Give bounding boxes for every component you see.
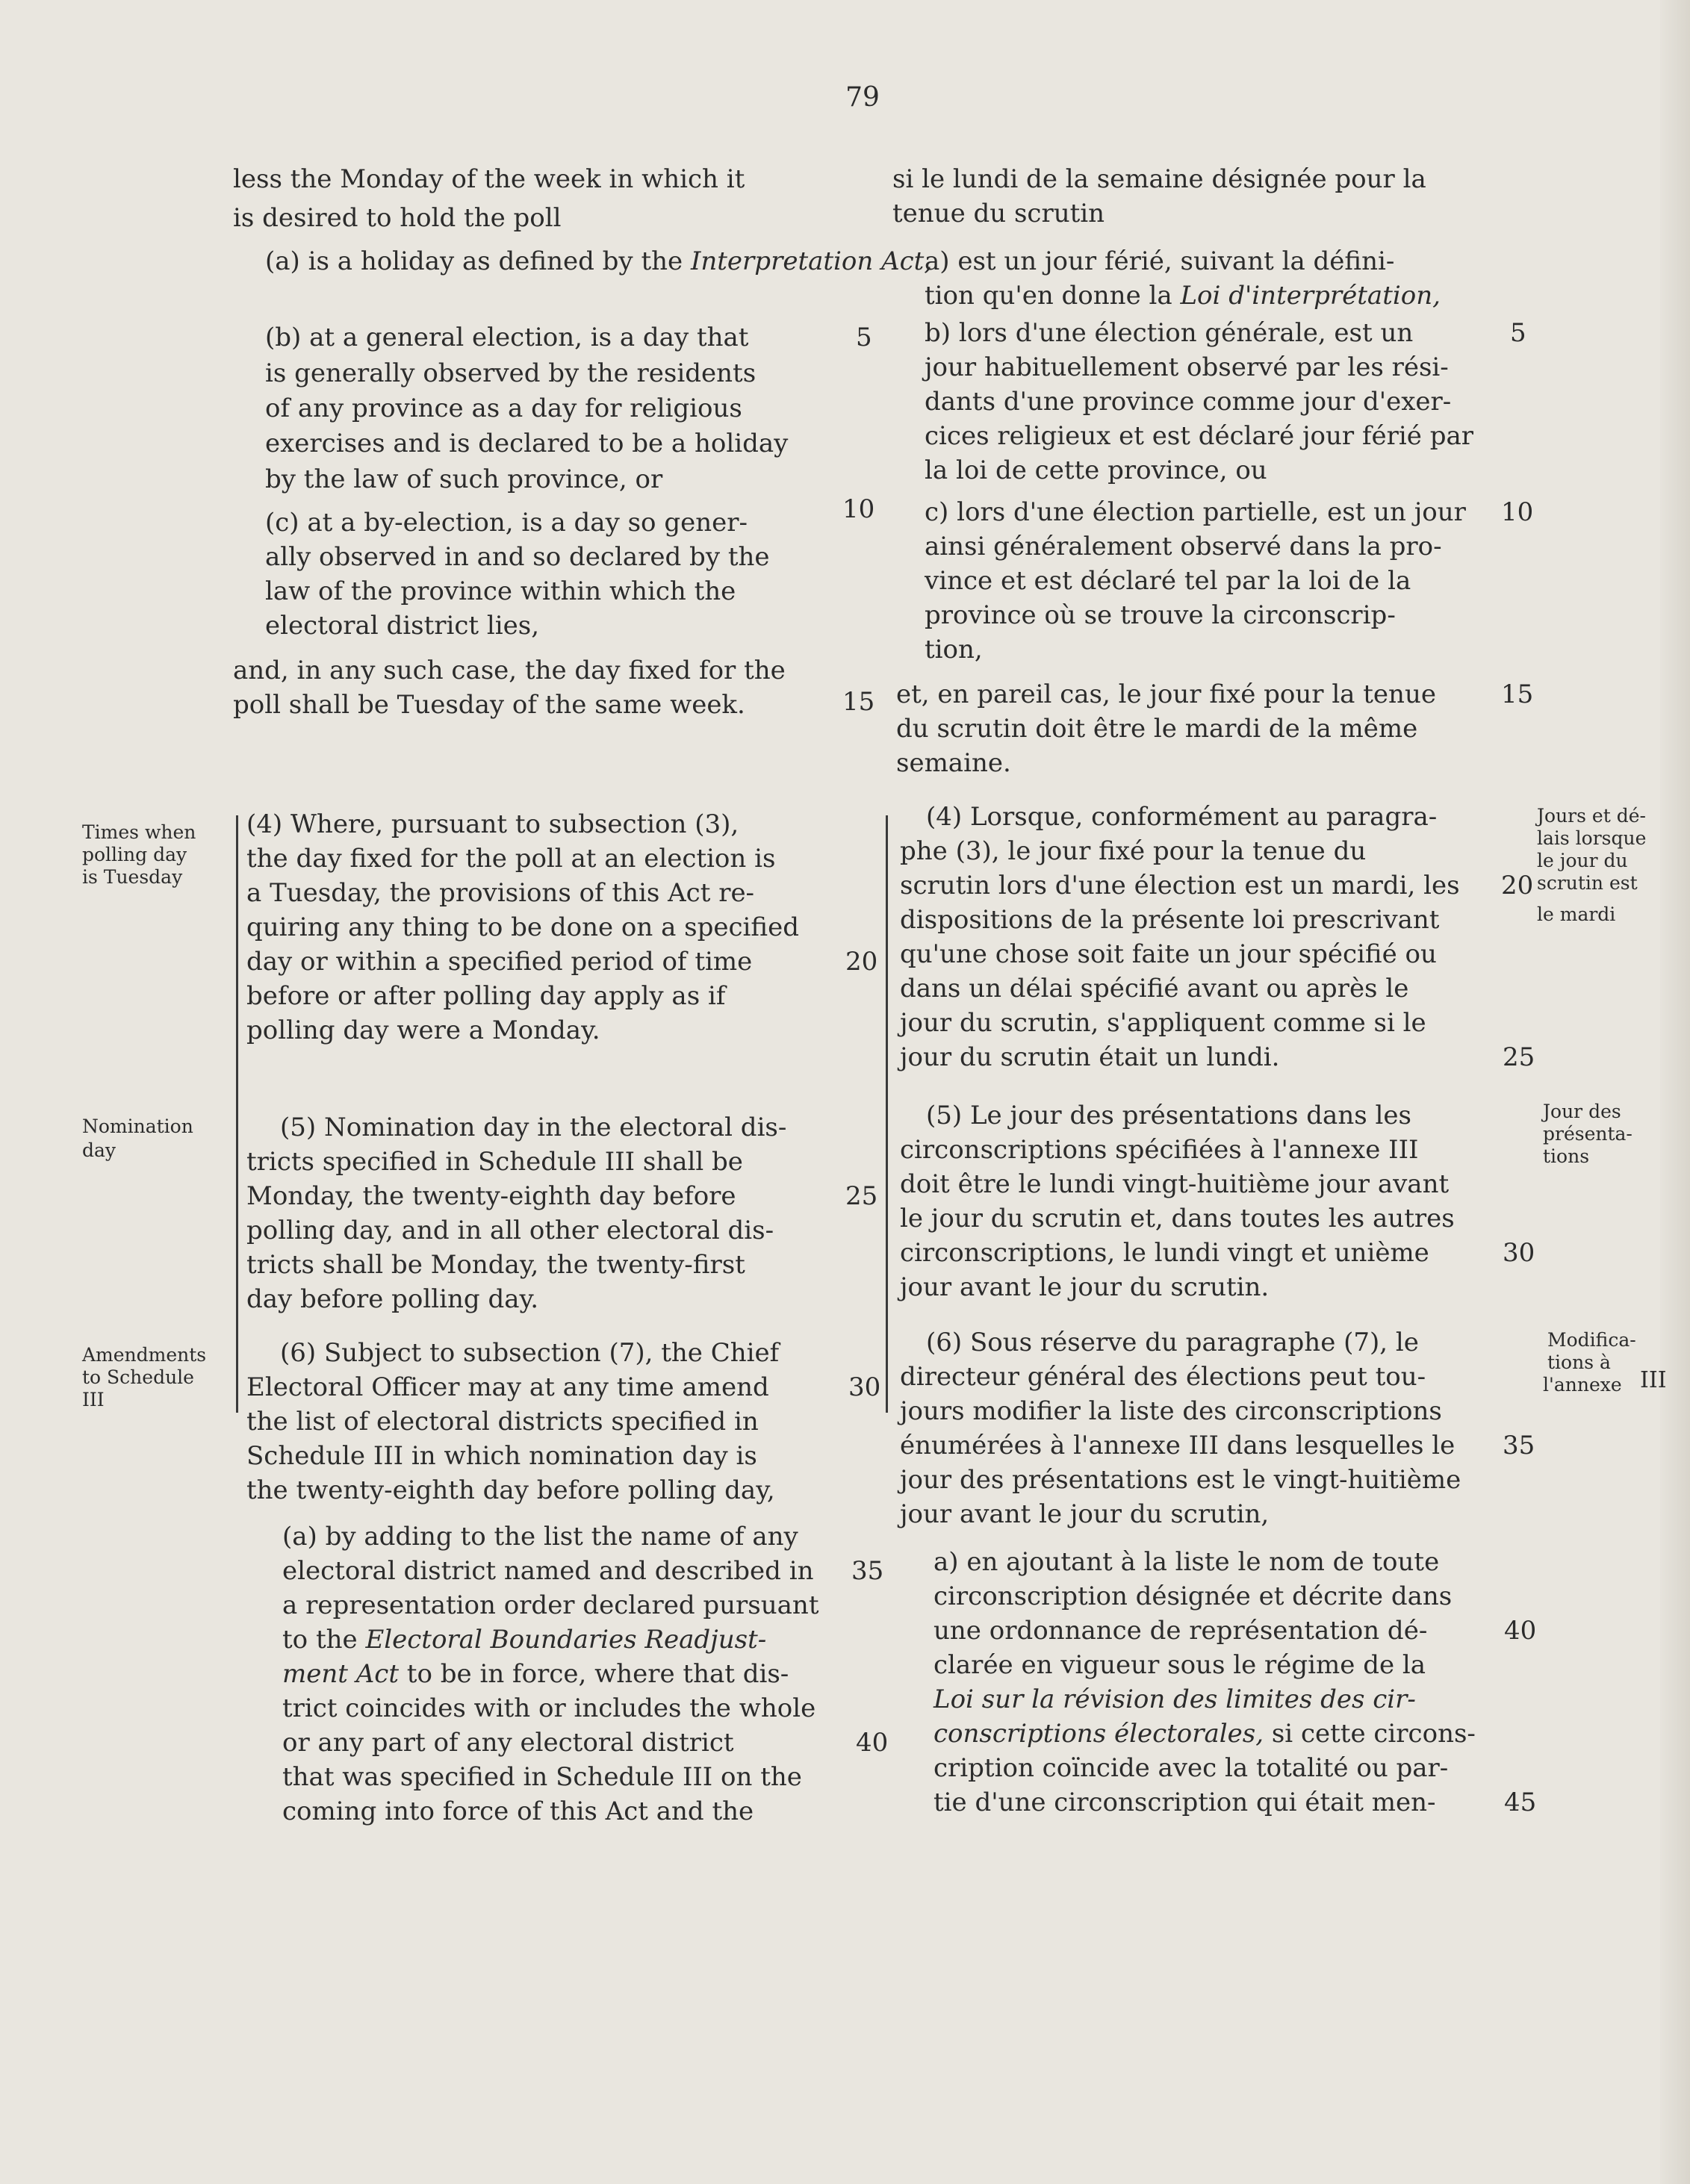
fr-line-number-35: 35 (1503, 1431, 1535, 1460)
en-closing-2: poll shall be Tuesday of the same week. (233, 690, 745, 720)
en-s5-3: Monday, the twenty-eighth day before (246, 1181, 736, 1211)
fr-s6-6: jour avant le jour du scrutin, (900, 1499, 1270, 1529)
en-s6a-1: (a) by adding to the list the name of any (282, 1522, 798, 1552)
fr-s6a-3: une ordonnance de représentation dé- (933, 1616, 1428, 1646)
fr-s6-2: directeur général des élections peut tou- (900, 1362, 1426, 1392)
fr-s6-1: (6) Sous réserve du paragraphe (7), le (926, 1328, 1419, 1357)
en-s5-2: tricts specified in Schedule III shall be (246, 1147, 743, 1177)
en-s6-4: Schedule III in which nomination day is (246, 1441, 757, 1471)
en-s6a-5: ment Act to be in force, where that dis- (282, 1659, 789, 1689)
fr-line-number-5: 5 (1510, 318, 1526, 348)
fr-s6a-4: clarée en vigueur sous le régime de la (933, 1650, 1426, 1680)
fr-para-c-1: c) lors d'une élection partielle, est un jour (925, 497, 1466, 527)
en-para-b-3: of any province as a day for religious (265, 393, 742, 423)
fr-line-number-25: 25 (1503, 1042, 1535, 1072)
fr-s6-5: jour des présentations est le vingt-huitième (900, 1465, 1461, 1495)
en-s5-4: polling day, and in all other electoral dis- (246, 1216, 774, 1245)
fr-closing-2: du scrutin doit être le mardi de la même (896, 714, 1418, 744)
fr-line-number-15: 15 (1501, 679, 1534, 709)
en-s6a-4: to the Electoral Boundaries Readjust- (282, 1625, 767, 1655)
fr-s4-6: dans un délai spécifié avant ou après le (900, 974, 1409, 1004)
en-line-number-35: 35 (851, 1556, 884, 1586)
en-intro-2: is desired to hold the poll (233, 203, 562, 233)
en-s4-4: quiring any thing to be done on a specified (246, 912, 799, 942)
fr-closing-3: semaine. (896, 748, 1011, 778)
fr-para-b-4: cices religieux et est déclaré jour férié par (925, 421, 1474, 451)
en-s6-5: the twenty-eighth day before polling day, (246, 1475, 775, 1505)
fr-line-number-20: 20 (1501, 871, 1534, 900)
fr-para-c-4: province où se trouve la circonscrip- (925, 600, 1396, 630)
en-para-b-2: is generally observed by the residents (265, 358, 757, 388)
fr-para-c-5: tion, (925, 635, 983, 665)
fr-s6a-8: tie d'une circonscription qui était men- (933, 1788, 1436, 1817)
fr-s5-6: jour avant le jour du scrutin. (900, 1272, 1270, 1302)
en-line-number-25: 25 (845, 1181, 878, 1211)
fr-s5-2: circonscriptions spécifiées à l'annexe III (900, 1135, 1419, 1165)
fr-s6a-5: Loi sur la révision des limites des cir- (933, 1684, 1416, 1714)
en-s6a-6: trict coincides with or includes the whole (282, 1693, 816, 1723)
right-margin-rule (886, 815, 888, 1413)
en-para-a-1: (a) is a holiday as defined by the Interpretation Act, (265, 246, 933, 276)
en-s6-2: Electoral Officer may at any time amend (246, 1372, 769, 1402)
en-para-c-2: ally observed in and so declared by the (265, 542, 770, 572)
fr-s6a-2: circonscription désignée et décrite dans (933, 1581, 1453, 1611)
fr-s4-8: jour du scrutin était un lundi. (900, 1042, 1280, 1072)
fr-para-a-2: tion qu'en donne la Loi d'interprétation, (925, 281, 1441, 311)
en-s6-1: (6) Subject to subsection (7), the Chief (280, 1338, 780, 1368)
en-s4-1: (4) Where, pursuant to subsection (3), (246, 809, 739, 839)
en-s5-5: tricts shall be Monday, the twenty-first (246, 1250, 745, 1280)
fr-closing-1: et, en pareil cas, le jour fixé pour la tenue (896, 679, 1436, 709)
fr-s4-3: scrutin lors d'une élection est un mardi, les (900, 871, 1460, 900)
fr-s6-4: énumérées à l'annexe III dans lesquelles le (900, 1431, 1456, 1460)
fr-s4-5: qu'une chose soit faite un jour spécifié ou (900, 939, 1437, 969)
en-para-b-4: exercises and is declared to be a holiday (265, 429, 789, 458)
fr-para-b-5: la loi de cette province, ou (925, 455, 1267, 485)
fr-s5-1: (5) Le jour des présentations dans les (926, 1101, 1411, 1130)
en-line-number-20: 20 (845, 947, 878, 977)
en-s6a-8: that was specified in Schedule III on the (282, 1762, 802, 1792)
en-s6a-7: or any part of any electoral district (282, 1728, 734, 1758)
fr-para-a-1: a) est un jour férié, suivant la défini- (925, 246, 1395, 276)
fr-para-b-1: b) lors d'une élection générale, est un (925, 318, 1414, 348)
fr-s6a-7: cription coïncide avec la totalité ou par- (933, 1753, 1449, 1783)
fr-para-c-3: vince et est déclaré tel par la loi de la (925, 566, 1411, 596)
en-s4-2: the day fixed for the poll at an election is (246, 844, 776, 874)
fr-s4-1: (4) Lorsque, conformément au paragra- (926, 802, 1438, 832)
en-intro-1: less the Monday of the week in which it (233, 164, 745, 194)
left-margin-rule (236, 815, 238, 1413)
en-line-number-15: 15 (842, 687, 875, 717)
en-line-number-5: 5 (856, 323, 872, 352)
fr-para-c-2: ainsi généralement observé dans la pro- (925, 532, 1442, 561)
en-line-number-40: 40 (856, 1728, 889, 1758)
en-s4-5: day or within a specified period of time (246, 947, 753, 977)
en-para-c-3: law of the province within which the (265, 576, 736, 606)
en-s5-6: day before polling day. (246, 1284, 539, 1314)
fr-line-number-40: 40 (1504, 1616, 1537, 1646)
en-s4-7: polling day were a Monday. (246, 1015, 600, 1045)
en-line-number-10: 10 (842, 494, 875, 524)
fr-s4-2: phe (3), le jour fixé pour la tenue du (900, 836, 1367, 866)
en-s4-3: a Tuesday, the provisions of this Act re- (246, 878, 755, 908)
fr-s5-5: circonscriptions, le lundi vingt et unième (900, 1238, 1429, 1268)
en-para-b-5: by the law of such province, or (265, 464, 663, 494)
en-s6a-9: coming into force of this Act and the (282, 1796, 754, 1826)
fr-s6a-1: a) en ajoutant à la liste le nom de toute (933, 1547, 1440, 1577)
fr-s5-4: le jour du scrutin et, dans toutes les autres (900, 1204, 1455, 1233)
fr-s4-7: jour du scrutin, s'appliquent comme si le (900, 1008, 1426, 1038)
fr-s6a-6: conscriptions électorales, si cette circons- (933, 1719, 1476, 1749)
fr-para-b-3: dants d'une province comme jour d'exer- (925, 387, 1452, 417)
en-s6a-2: electoral district named and described in (282, 1556, 814, 1586)
fr-line-number-30: 30 (1503, 1238, 1535, 1268)
en-s5-1: (5) Nomination day in the electoral dis- (280, 1113, 787, 1142)
fr-intro-1: si le lundi de la semaine désignée pour la (892, 164, 1426, 194)
fr-s6-3: jours modifier la liste des circonscriptions (900, 1396, 1442, 1426)
en-s4-6: before or after polling day apply as if (246, 981, 726, 1011)
fr-s4-4: dispositions de la présente loi prescrivant (900, 905, 1440, 935)
en-para-b-1: (b) at a general election, is a day that (265, 323, 749, 352)
fr-para-b-2: jour habituellement observé par les rési- (925, 352, 1449, 382)
page-edge (1660, 0, 1690, 2184)
fr-s5-3: doit être le lundi vingt-huitième jour avant (900, 1169, 1450, 1199)
en-closing-1: and, in any such case, the day fixed for the (233, 656, 786, 685)
en-line-number-30: 30 (848, 1372, 881, 1402)
page-number: 79 (845, 82, 880, 113)
en-s6a-3: a representation order declared pursuant (282, 1590, 819, 1620)
en-para-c-1: (c) at a by-election, is a day so gener- (265, 508, 748, 538)
fr-intro-2: tenue du scrutin (892, 199, 1105, 228)
en-s6-3: the list of electoral districts specified in (246, 1407, 759, 1437)
en-para-c-4: electoral district lies, (265, 611, 540, 641)
fr-line-number-45: 45 (1504, 1788, 1537, 1817)
fr-line-number-10: 10 (1501, 497, 1534, 527)
